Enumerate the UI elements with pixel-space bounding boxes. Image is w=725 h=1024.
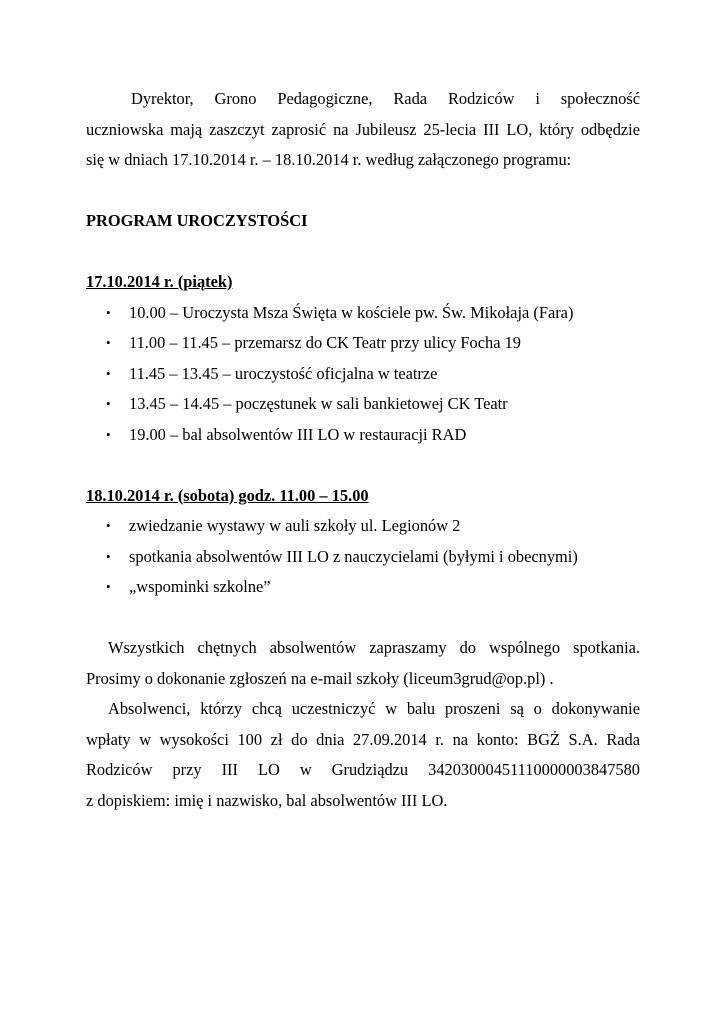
closing-paragraph-2: [86, 694, 640, 816]
list-item: • 11.00 – 11.45 – przemarsz do CK Teatr przy ulicy Focha 19: [86, 328, 640, 359]
list-item: • 10.00 – Uroczysta Msza Święta w kościele pw. Św. Mikołaja (Fara): [86, 298, 640, 329]
intro-line-2: uczniowska mają zaszczyt zaprosić na Jubileusz 25-lecia III LO, który odbędzie: [86, 119, 640, 139]
day2-list: [86, 511, 640, 603]
list-item: • spotkania absolwentów III LO z nauczycielami (byłymi i obecnymi): [86, 542, 640, 573]
closing-line: Absolwenci, którzy chcą uczestniczyć w balu proszeni są o dokonywanie: [108, 699, 640, 718]
list-item: • zwiedzanie wystawy w auli szkoły ul. Legionów 2: [86, 511, 640, 542]
closing-line: z dopiskiem: imię i nazwisko, bal absolwentów III LO.: [86, 790, 448, 810]
bullet-icon: •: [106, 365, 111, 381]
closing-line: Rodziców przy III LO w Grudziądzu 34203000451110000003847580: [86, 760, 640, 779]
day1-heading: 17.10.2014 r. (piątek): [86, 272, 233, 291]
list-item: • 19.00 – bal absolwentów III LO w restauracji RAD: [86, 420, 640, 451]
list-item: • 13.45 – 14.45 – poczęstunek w sali bankietowej CK Teatr: [86, 389, 640, 420]
day2-heading: 18.10.2014 r. (sobota) godz. 11.00 – 15.00: [86, 485, 369, 505]
list-item: • 11.45 – 13.45 – uroczystość oficjalna w teatrze: [86, 359, 640, 390]
list-item: • „wspominki szkolne”: [86, 572, 640, 603]
invitation-document: [86, 84, 640, 816]
bullet-icon: •: [106, 579, 111, 594]
bullet-icon: •: [106, 396, 111, 411]
intro-line-1: Dyrektor, Grono Pedagogiczne, Rada Rodziców i społeczność: [131, 89, 640, 108]
bullet-icon: •: [106, 335, 111, 350]
closing-line: Wszystkich chętnych absolwentów zapraszamy do wspólnego spotkania.: [108, 638, 640, 657]
intro-line-3: się w dniach 17.10.2014 r. – 18.10.2014 r. według załączonego programu:: [86, 150, 572, 169]
bullet-icon: •: [106, 548, 111, 564]
closing-paragraph-1: [86, 633, 640, 694]
day1-list: [86, 298, 640, 451]
bullet-icon: •: [106, 304, 111, 320]
intro-paragraph: [86, 84, 640, 176]
closing-line: Prosimy o dokonanie zgłoszeń na e-mail szkoły (liceum3grud@op.pl) .: [86, 668, 554, 688]
bullet-icon: •: [106, 518, 111, 533]
closing-line: wpłaty w wysokości 100 zł do dnia 27.09.2014 r. na konto: BGŻ S.A. Rada: [86, 729, 640, 749]
bullet-icon: •: [106, 426, 111, 442]
program-title: PROGRAM UROCZYSTOŚCI: [86, 211, 308, 230]
